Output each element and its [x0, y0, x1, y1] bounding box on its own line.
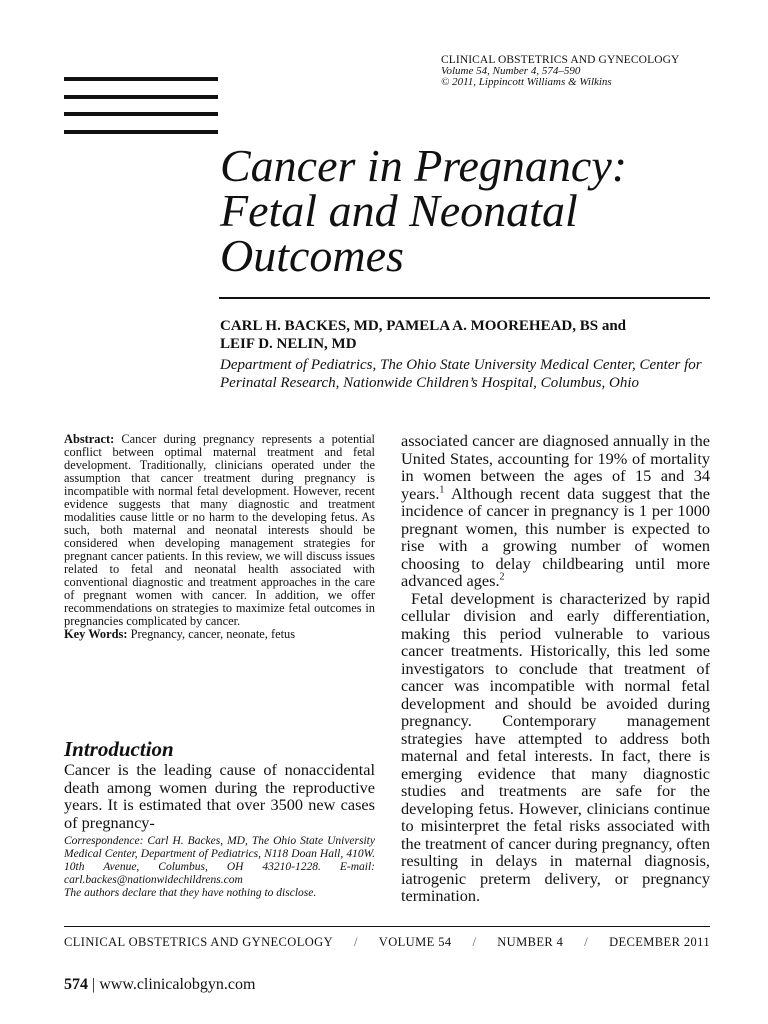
author-affiliation: Department of Pediatrics, The Ohio State University Medical Center, Center for Perinatal Research, Nationwide Children’s Hospital, Columbus, Ohio	[220, 357, 702, 391]
article-title	[220, 140, 740, 281]
header-rule-2	[64, 95, 218, 99]
title-line-3: Outcomes	[220, 230, 404, 281]
footer-separator: /	[584, 935, 589, 949]
footer-volume: VOLUME 54	[378, 935, 452, 949]
page-number-line	[64, 976, 255, 994]
right-p1-text-b: Although recent data suggest that the incidence of cancer in pregnancy is 1 per 1000 pregnant women, this number is expected to rise with a growing number of women choosing to delay childbearing until more advanced ages.	[401, 483, 710, 590]
abstract-block	[64, 433, 375, 641]
footnote-block	[64, 835, 375, 900]
right-paragraph-2: Fetal development is characterized by rapid cellular division and early differentiation, making this period vulnerable to various cancer treatments. Historically, this led some investigators to conclude that treatment of cancer was incompatible with normal fetal development and should be avoided during pregnancy. Contemporary management strategies have attempted to address both maternal and fetal interests. In fact, there is emerging evidence that many diagnostic studies and treatments are safe for the developing fetus. However, clinicians continue to misinterpret the fetal risks associated with the treatment of cancer during pregnancy, often resulting in delays in maternal diagnosis, iatrogenic preterm delivery, or pregnancy termination.	[401, 588, 710, 905]
footer-journal: CLINICAL OBSTETRICS AND GYNECOLOGY	[64, 935, 334, 949]
header-rule-1	[64, 77, 218, 81]
header-rule-4	[64, 130, 218, 134]
citation-1[interactable]: 1	[439, 484, 445, 496]
journal-url-link[interactable]: www.clinicalobgyn.com	[99, 976, 256, 993]
footer-number: NUMBER 4	[497, 935, 564, 949]
title-line-2: Fetal and Neonatal	[220, 185, 578, 236]
footer-separator: /	[472, 935, 477, 949]
right-p1-text-a: associated cancer are diagnosed annually in the United States, accounting for 19% of mortality in women between the ages of 15 and 34 years.	[401, 431, 710, 503]
introduction-heading: Introduction	[64, 737, 174, 761]
authors-line-1: CARL H. BACKES, MD, PAMELA A. MOOREHEAD, BS and	[220, 318, 627, 334]
keywords-text: Pregnancy, cancer, neonate, fetus	[130, 627, 296, 641]
authors-line-2: LEIF D. NELIN, MD	[220, 336, 357, 352]
disclosure-note: The authors declare that they have nothing to disclose.	[64, 887, 317, 899]
title-line-1: Cancer in Pregnancy:	[220, 140, 628, 191]
footer-divider	[64, 926, 710, 927]
running-footer	[64, 935, 710, 950]
journal-name: CLINICAL OBSTETRICS AND GYNECOLOGY	[441, 54, 680, 66]
abstract-text: Cancer during pregnancy represents a potential conflict between optimal maternal treatment and fetal development. Traditionally, clinicians operated under the assumption that cancer treatment during pregnancy is incompatible with normal fetal development. However, recent evidence suggests that many diagnostic and treatment modalities cause little or no harm to the developing fetus. As such, both maternal and neonatal interests should be considered when developing management strategies for pregnant cancer patients. In this review, we will discuss issues related to fetal and neonatal health associated with conventional diagnostic and treatment approaches in the care of pregnant women with cancer. In addition, we offer recommendations on strategies to maximize fetal outcomes in pregnancies complicated by cancer.	[64, 432, 375, 628]
title-divider	[219, 297, 710, 299]
journal-volume: Volume 54, Number 4, 574–590	[441, 65, 581, 77]
journal-copyright: © 2011, Lippincott Williams & Wilkins	[441, 76, 612, 88]
journal-header	[441, 55, 741, 88]
page-divider: |	[92, 976, 96, 993]
abstract-label: Abstract:	[64, 432, 115, 446]
citation-2[interactable]: 2	[499, 571, 505, 583]
header-rule-3	[64, 112, 218, 116]
author-list	[220, 317, 715, 353]
footer-date: DECEMBER 2011	[609, 935, 710, 949]
keywords-label: Key Words:	[64, 627, 128, 641]
right-paragraph-1	[401, 432, 710, 590]
correspondence-note: Correspondence: Carl H. Backes, MD, The Ohio State University Medical Center, Department of Pediatrics, N118 Doan Hall, 410W. 10th Avenue, Columbus, OH 43210-1228. E-mail: carl.backes@nationwidechildrens.com	[64, 835, 375, 886]
introduction-text: Cancer is the leading cause of nonaccidental death among women during the reproductive years. It is estimated that over 3500 new cases of pregnancy-	[64, 760, 375, 832]
footer-separator: /	[353, 935, 358, 949]
keywords-line	[64, 628, 375, 641]
right-column	[401, 432, 710, 905]
page-number: 574	[64, 976, 88, 993]
